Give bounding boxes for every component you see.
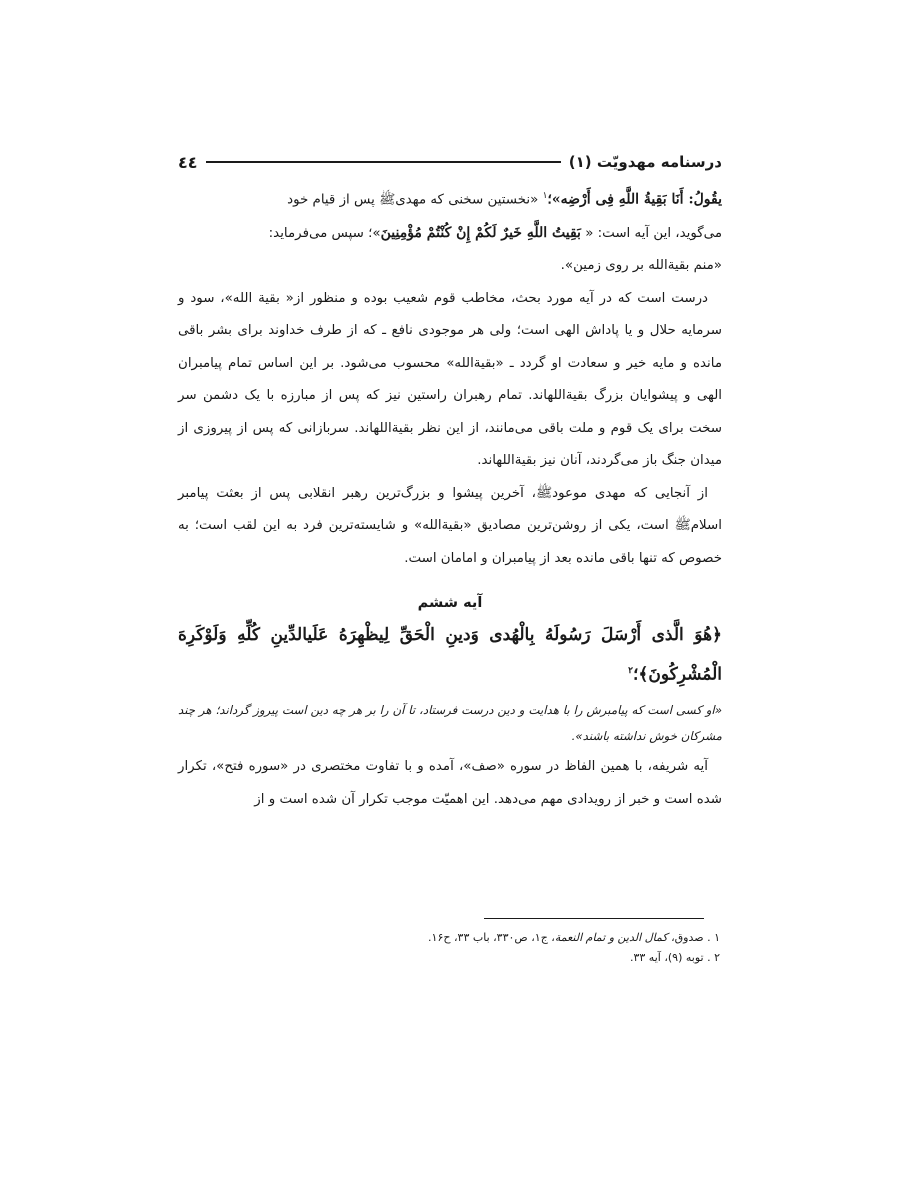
page-header: [178, 150, 722, 174]
footnote-ref-2: ۲: [628, 666, 633, 677]
footnotes: [300, 928, 720, 968]
opening-line-2-a: می‌گوید، این آیه است: «: [580, 225, 722, 241]
footnote-1: [300, 928, 720, 948]
opening-line-2-b: »؛ سپس می‌فرماید:: [268, 225, 381, 241]
footnote-ref-1: ۱: [542, 191, 548, 201]
paragraph-3: از آنجایی که مهدی موعودﷺ، آخرین پیشوا و بزرگ‌ترین رهبر انقلابی پس از بعثت پیامبر اسلامﷺ است، یکی از روشن‌ترین مصادیق «بقیةالله» و شایسته‌ترین فرد به این لقب است؛ به خصوص که تنها باقی مانده بعد از پیامبران و امامان است.: [178, 485, 722, 566]
footnote-1-title: کمال الدین و تمام النعمة: [554, 931, 668, 944]
opening-quote: یقُولُ: أَنَا بَقِیةُ اللَّهِ فِی أَرْضِه»؛: [547, 191, 722, 208]
footnote-rule: [484, 918, 704, 919]
opening-line-2: [178, 217, 722, 251]
footnote-1-a: ۱ . صدوق،: [667, 931, 720, 944]
opening-line-1-rest: «نخستین سخنی که مهدیﷺ پس از قیام خود: [287, 192, 543, 208]
opening-line-1: [178, 180, 722, 217]
opening-line-2-quote: بَقِیتُ اللَّهِ خَیرٌ لَكُمْ إِنْ كُنْتُمْ مُؤْمِنِینَ: [380, 224, 581, 241]
quran-verse: [178, 617, 722, 693]
verse-text: ﴿هُوَ الَّذی أَرْسَلَ رَسُولَهُ بِالْهُدی وَدینِ الْحَقِّ لِیظْهِرَهُ عَلَیالدِّینِ كُلِّهِ وَلَوْكَرِهَ الْمُشْرِكُونَ﴾؛: [178, 625, 722, 686]
header-rule: [206, 161, 561, 163]
footnote-1-b: ، ج۱، ص۳۳۰، باب ۳۳، ح۱۶.: [428, 931, 555, 944]
running-title: درسنامه مهدویّت (۱): [568, 153, 722, 171]
section-heading: آیه ششم: [417, 595, 483, 612]
verse-translation: «او کسی است که پیامبرش را با هدایت و دین درست فرستاد، تا آن را بر هر چه دین است پیروز گرداند؛ هر چند مشرکان خوش نداشته باشند».: [178, 703, 722, 744]
page-number: ٤٤: [178, 152, 198, 172]
paragraph-2: درست است که در آیه مورد بحث، مخاطب قوم شعیب بوده و منظور از« بقیة الله»، سود و سرمایه حلال و یا پاداش الهی است؛ ولی هر موجودی نافع ـ که از طرف خداوند برای بشر باقی مانده و مایه خیر و سعادت او گردد ـ «بقیةالله» محسوب می‌شود. بر این اساس تمام پیامبران الهی و پیشوایان بزرگ بقیةاللهاند. تمام رهبران راستین نیز که پس از مبارزه با یک دشمن سر سخت برای یک قوم و ملت باقی می‌مانند، از این نظر بقیةاللهاند. سربازانی که پس از پیروزی از میدان جنگ باز می‌گردند، آنان نیز بقیةاللهاند.: [178, 290, 722, 469]
opening-line-3: «منم بقیةالله بر روی زمین».: [560, 258, 722, 274]
footnote-2: ۲ . توبه (۹)، آیه ۳۳.: [629, 951, 720, 964]
paragraph-4: آیه شریفه، با همین الفاظ در سوره «صف»، آمده و با تفاوت مختصری در «سوره فتح»، تکرار شده است و خبر از رویدادی مهم می‌دهد. این اهمیّت موجب تکرار آن شده است و از: [178, 759, 722, 807]
book-page: [178, 150, 722, 816]
